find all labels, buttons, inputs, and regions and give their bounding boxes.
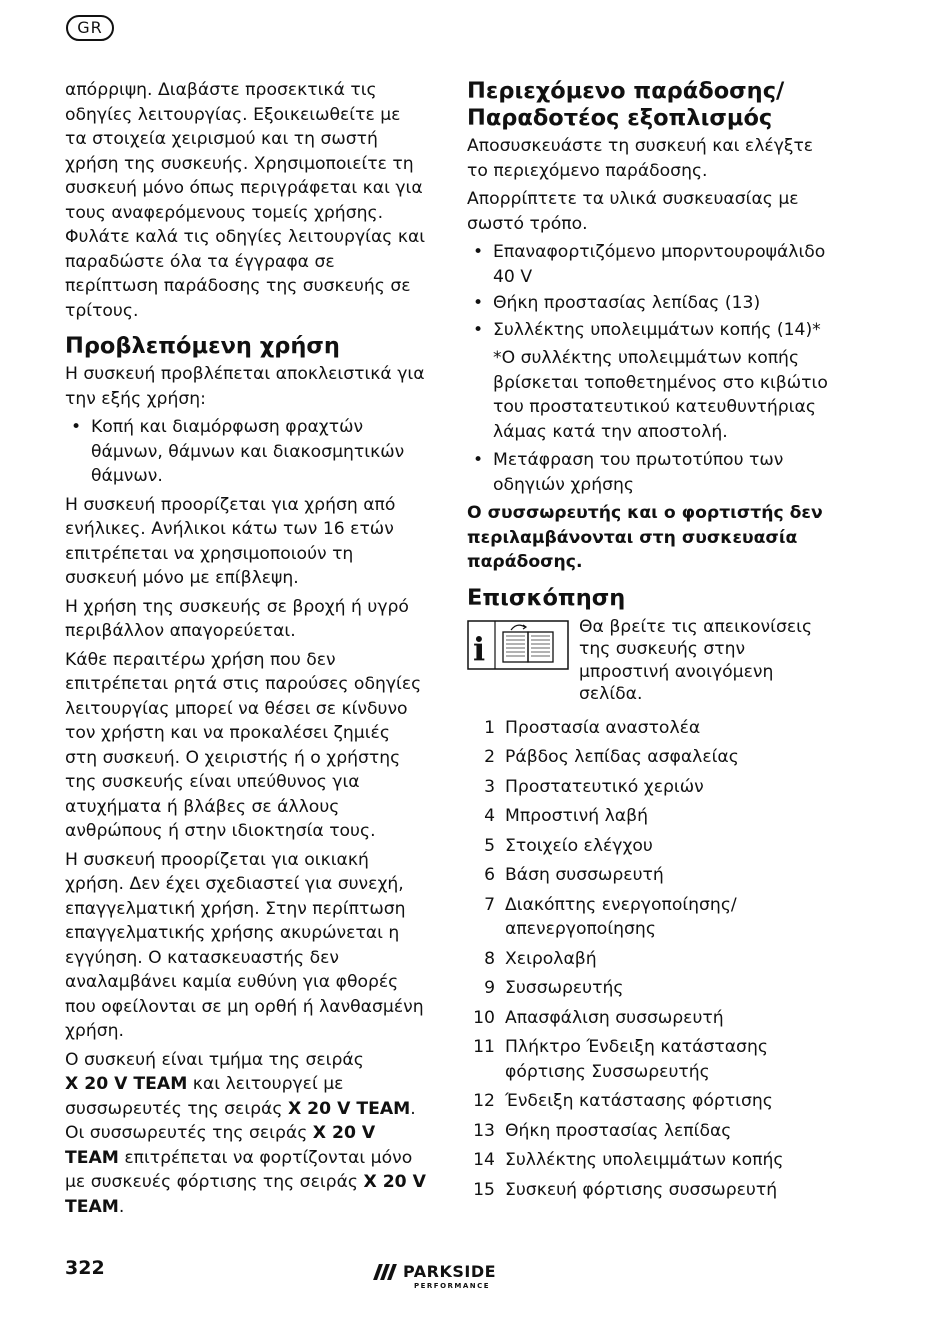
parts-list [467,716,833,1203]
list-item [467,893,833,942]
delivery-heading: Περιεχόμενο παράδοσης/ Παραδοτέος εξοπλισμός [467,78,785,131]
series-text: Ο συσκευή είναι τμήμα της σειράς [65,1049,364,1070]
series-text: . [118,1196,125,1217]
part-label: Συσκευή φόρτισης συσσωρευτή [505,1179,778,1200]
list-item [467,1089,833,1114]
part-number: 12 [473,1091,495,1111]
list-item [467,834,833,859]
bullet-icon: • [473,293,484,313]
part-label: Συσσωρευτής [505,978,624,998]
part-number: 7 [484,894,495,915]
series-text: επιτρέπεται να φορτίζονται μόνο με συσκευές φόρτισης της σειράς [65,1147,413,1192]
logo-slashes-icon [376,1264,397,1280]
part-number: 3 [484,776,495,797]
bullet-icon: • [473,242,484,262]
delivery-list-end [467,448,833,497]
part-number: 2 [484,747,495,767]
part-label: Χειρολαβή [505,948,597,969]
list-item-text: Θήκη προστασίας λεπίδας (13) [493,293,761,313]
list-item [467,804,833,829]
list-item [467,318,833,343]
list-item [467,947,833,972]
part-label: Θήκη προστασίας λεπίδας [505,1120,732,1141]
part-label: Πλήκτρο Ένδειξη κατάστασης φόρτισης Συσσωρευτής [505,1037,768,1082]
list-item [467,716,833,741]
list-item [467,1035,833,1084]
battery-note: Ο συσσωρευτής και ο φορτιστής δεν περιλαμβάνονται στη συσκευασία παράδοσης. [467,503,823,572]
list-item-text: Συλλέκτης υπολειμμάτων κοπής (14)* [493,319,821,340]
series-paragraph [65,1048,427,1220]
part-number: 4 [484,806,495,826]
list-item [467,745,833,770]
list-item [467,863,833,888]
footnote: *Ο συλλέκτης υπολειμμάτων κοπής βρίσκεται τοποθετημένος στο κιβώτιο του προστατευτικού κατευθυντήριας λάμας κατά την αποστολή. [493,348,828,442]
series-text: . Οι συσσωρευτές της σειράς [65,1098,416,1143]
series-name: X 20 V TEAM [65,1172,426,1217]
part-label: Συλλέκτης υπολειμμάτων κοπής [505,1150,784,1170]
intro-paragraph: απόρριψη. Διαβάστε προσεκτικά τις οδηγίες λειτουργίας. Εξοικειωθείτε με τα στοιχεία χειρισμού και τη σωστή χρήση της συσκευής. Χρησιμοποιείτε τη συσκευή μόνο όπως περιγράφεται και για τους αναφερόμενους τομείς χρήσης. Φυλάτε καλά τις οδηγίες λειτουργίας και παραδώστε όλα τα έγγραφα σε περίπτωση παράδοσης της συσκευής σε τρίτους. [65,80,426,321]
bullet-icon: • [71,417,82,437]
language-badge: GR [66,15,114,41]
right-column [467,78,833,1207]
unpack-paragraph: Αποσυσκευάστε τη συσκευή και ελέγξτε το περιεχόμενο παράδοσης. [467,136,814,181]
part-number: 14 [473,1150,495,1170]
intended-use-heading: Προβλεπόμενη χρήση [65,333,340,359]
part-number: 11 [473,1037,495,1057]
series-name: X 20 V TEAM [287,1098,411,1119]
list-item-text: Μετάφραση του πρωτοτύπου των οδηγιών χρήσης [493,450,784,495]
dispose-paragraph: Απορρίπτετε τα υλικά συσκευασίας με σωστό τρόπο. [467,189,799,234]
part-label: Μπροστινή λαβή [505,806,648,826]
part-label: Προστατευτικό χεριών [505,776,704,797]
part-label: Διακόπτης ενεργοποίησης/απενεργοποίησης [505,894,737,939]
page-number: 322 [65,1257,105,1279]
delivery-list [467,240,833,342]
list-item [467,976,833,1001]
part-number: 9 [484,978,495,998]
rain-paragraph: Η χρήση της συσκευής σε βροχή ή υγρό περιβάλλον απαγορεύεται. [65,596,409,641]
part-number: 10 [473,1007,495,1028]
list-item [467,240,833,289]
list-item [467,1119,833,1144]
list-item [467,1178,833,1203]
part-number: 8 [484,948,495,969]
list-item [467,291,833,316]
series-name: X 20 V TEAM [65,1074,188,1094]
svg-text:i: i [473,629,486,668]
part-label: Ένδειξη κατάστασης φόρτισης [505,1091,773,1111]
info-manual-icon [467,620,569,670]
part-label: Απασφάλιση συσσωρευτή [505,1007,724,1028]
part-label: Στοιχείο ελέγχου [505,835,653,856]
part-number: 15 [473,1179,495,1200]
list-item-text: Κοπή και διαμόρφωση φραχτών θάμνων, θάμνων και διακοσμητικών θάμνων. [91,417,405,486]
part-label: Ράβδος λεπίδας ασφαλείας [505,747,739,767]
part-label: Προστασία αναστολέα [505,717,701,738]
overview-text: Θα βρείτε τις απεικονίσεις της συσκευής στην μπροστινή ανοιγόμενη σελίδα. [579,616,813,704]
overview-heading: Επισκόπηση [467,584,626,611]
intended-use-intro: Η συσκευή προβλέπεται αποκλειστικά για την εξής χρήση: [65,364,425,409]
part-label: Βάση συσσωρευτή [505,865,664,885]
list-item-text: Επαναφορτιζόμενο μπορντουροψάλιδο 40 V [493,242,826,287]
list-item [467,1006,833,1031]
intended-use-list [65,415,427,489]
bullet-icon: • [473,319,484,340]
overview-note [467,616,833,706]
brand-logo [376,1262,496,1290]
part-number: 6 [484,865,495,885]
list-item [467,775,833,800]
list-item [65,415,427,489]
left-column [65,78,427,1223]
list-item [467,1148,833,1173]
brand-subtitle: PERFORMANCE [414,1282,491,1290]
part-number: 13 [473,1120,495,1141]
other-use-paragraph: Κάθε περαιτέρω χρήση που δεν επιτρέπεται ρητά στις παρούσες οδηγίες λειτουργίας μπορεί να θέσει σε κίνδυνο τον χρήστη και να προκαλέσει ζημιές στη συσκευή. Ο χειριστής ή ο χρήστης της συσκευής είναι υπεύθυνος για ατυχήματα ή βλάβες σε άλλους ανθρώπους ή στην ιδιοκτησία τους. [65,649,422,841]
series-text: και λειτουργεί με συσσωρευτές της σειράς [65,1074,344,1119]
part-number: 5 [484,835,495,856]
series-name: X 20 V TEAM [65,1123,376,1168]
brand-name: PARKSIDE [403,1262,497,1281]
part-number: 1 [484,717,495,738]
list-item [467,448,833,497]
domestic-use-paragraph: Η συσκευή προορίζεται για οικιακή χρήση. Δεν έχει σχεδιαστεί για συνεχή, επαγγελματική χρήση. Στην περίπτωση επαγγελματικής χρήσης ακυρώνεται η εγγύηση. Ο κατασκευαστής δεν αναλαμβάνει καμία ευθύνη για φθορές που οφείλονται σε μη ορθή ή λανθασμένη χρήση. [65,849,424,1041]
bullet-icon: • [473,450,484,470]
adults-paragraph: Η συσκευή προορίζεται για χρήση από ενήλικες. Ανήλικοι κάτω των 16 ετών επιτρέπεται να χρησιμοποιούν τη συσκευή μόνο με επίβλεψη. [65,494,396,588]
